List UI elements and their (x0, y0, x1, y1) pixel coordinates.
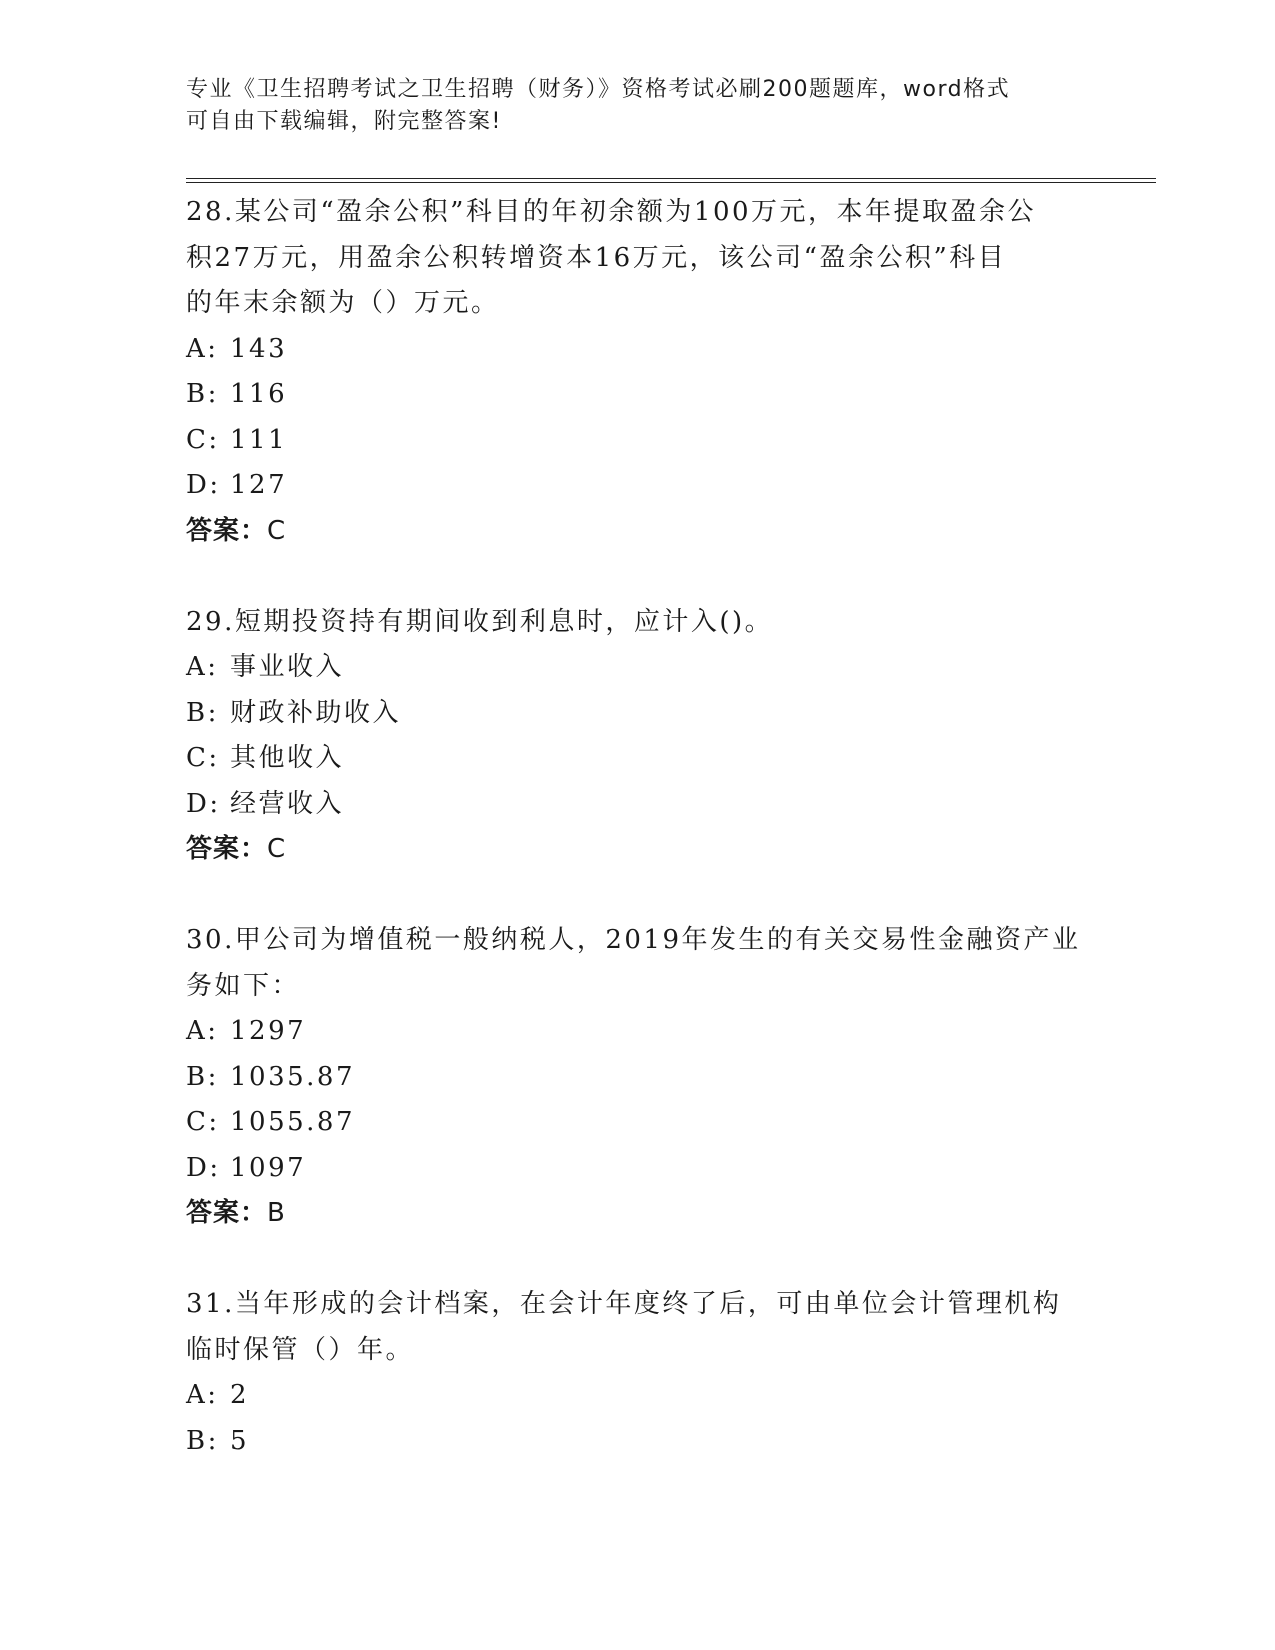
header-line-1: 专业《卫生招聘考试之卫生招聘（财务）》资格考试必刷200题题库，word格式 (186, 77, 1011, 102)
question-block (186, 600, 1086, 919)
option-text: 1297 (230, 1016, 307, 1046)
option-row (186, 1055, 1086, 1101)
option-row (186, 1100, 1086, 1146)
question-stem-line: 临时保管（）年。 (186, 1334, 415, 1365)
option-label: B: (186, 697, 219, 728)
option-row (186, 645, 1086, 691)
option-label: A: (186, 1016, 219, 1046)
option-text: 116 (230, 379, 288, 409)
question-stem-line: 积27万元，用盈余公积转增资本16万元，该公司“盈余公积”科目 (186, 242, 1007, 273)
option-row (186, 1373, 1086, 1419)
option-row (186, 372, 1086, 418)
option-label: C: (186, 424, 220, 455)
question-spacer (186, 554, 1086, 600)
option-text: 其他收入 (230, 743, 345, 773)
answer-row (186, 509, 1086, 555)
answer-row (186, 1191, 1086, 1237)
header-divider-bottom (186, 182, 1156, 183)
option-text: 111 (230, 424, 288, 455)
document-header (186, 74, 1086, 138)
option-row (186, 418, 1086, 464)
option-label: C: (186, 1107, 220, 1137)
option-row (186, 463, 1086, 509)
option-label: A: (186, 1380, 219, 1410)
header-line-2: 可自由下载编辑，附完整答案! (186, 109, 502, 134)
option-row (186, 1419, 1086, 1465)
question-stem-line: 务如下： (186, 970, 301, 1001)
option-row (186, 1146, 1086, 1192)
answer-label: 答案： (186, 1198, 268, 1228)
option-label: D: (186, 1152, 221, 1183)
option-text: 127 (230, 470, 288, 500)
header-divider-top (186, 178, 1156, 179)
option-text: 1055.87 (230, 1107, 356, 1137)
answer-label: 答案： (186, 834, 268, 864)
option-label: A: (186, 652, 219, 682)
option-text: 5 (230, 1425, 250, 1456)
answer-value: C (267, 515, 287, 546)
option-text: 事业收入 (230, 652, 345, 682)
question-stem-line: 的年末余额为（）万元。 (186, 288, 500, 318)
option-label: B: (186, 1061, 219, 1092)
question-stem-line: 31.当年形成的会计档案，在会计年度终了后，可由单位会计管理机构 (186, 1289, 1062, 1319)
option-row (186, 782, 1086, 828)
question-block (186, 1282, 1086, 1464)
question-block (186, 918, 1086, 1282)
option-text: 经营收入 (230, 788, 345, 819)
answer-label: 答案： (186, 515, 268, 546)
question-list (186, 190, 1086, 1464)
option-label: B: (186, 379, 219, 409)
option-label: A: (186, 333, 219, 364)
option-row (186, 327, 1086, 373)
option-row (186, 691, 1086, 737)
option-text: 财政补助收入 (230, 697, 402, 728)
question-block (186, 190, 1086, 600)
answer-value: B (267, 1198, 286, 1228)
option-label: D: (186, 470, 221, 500)
option-text: 2 (230, 1380, 250, 1410)
option-label: C: (186, 743, 220, 773)
answer-row (186, 827, 1086, 873)
question-stem-line: 30.甲公司为增值税一般纳税人，2019年发生的有关交易性金融资产业 (186, 925, 1081, 955)
question-spacer (186, 873, 1086, 919)
option-text: 143 (230, 333, 288, 364)
option-text: 1097 (230, 1152, 307, 1183)
question-stem-line: 28.某公司“盈余公积”科目的年初余额为100万元，本年提取盈余公 (186, 197, 1037, 227)
option-row (186, 1009, 1086, 1055)
question-stem-line: 29.短期投资持有期间收到利息时，应计入()。 (186, 606, 774, 637)
answer-value: C (267, 834, 287, 864)
option-label: B: (186, 1425, 219, 1456)
question-spacer (186, 1237, 1086, 1283)
option-label: D: (186, 788, 221, 819)
option-row (186, 736, 1086, 782)
option-text: 1035.87 (230, 1061, 356, 1092)
